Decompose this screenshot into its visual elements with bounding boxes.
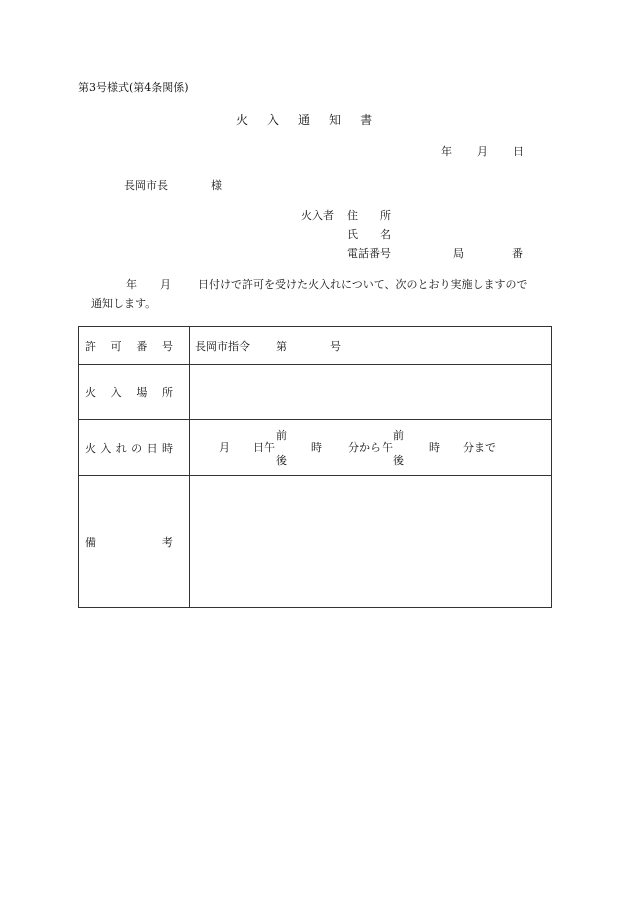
addressee — [124, 180, 222, 191]
body-text-line1 — [126, 279, 528, 290]
remarks-label — [79, 476, 190, 608]
remarks-field[interactable] — [190, 476, 552, 608]
notification-table — [78, 326, 552, 608]
table-row-remarks — [79, 476, 552, 608]
label-char: れ — [115, 441, 127, 455]
dt-min-made: 分まで — [463, 441, 496, 454]
title-char: 通 — [298, 113, 311, 127]
label-char: 火 — [85, 441, 96, 455]
place-label — [79, 365, 190, 420]
label-char: 考 — [162, 535, 173, 549]
dt-day: 日 — [253, 441, 264, 454]
tel-exchange-label: 局 — [453, 247, 464, 260]
body-rest: 日付けで許可を受けた火入れについて、次のとおり実施しますので — [198, 278, 528, 291]
dt-hour: 時 — [311, 441, 322, 454]
label-char: 場 — [136, 386, 148, 399]
date-year: 年 — [441, 145, 452, 158]
dt-go2: 午 — [382, 441, 393, 454]
dt-gozen2: 前 — [393, 429, 404, 442]
permit-go: 号 — [330, 339, 341, 353]
title-char: 知 — [329, 113, 342, 127]
permit-prefix: 長岡市指令 — [195, 339, 250, 353]
addressee-honorific: 様 — [211, 179, 222, 192]
name-label: 氏 名 — [347, 228, 391, 241]
tel-number-label: 番 — [512, 247, 523, 260]
place-field[interactable] — [190, 365, 552, 420]
datetime-label — [79, 420, 190, 476]
label-char: 入 — [100, 441, 112, 455]
label-char: 時 — [161, 441, 173, 455]
permit-number-field[interactable] — [190, 327, 552, 365]
label-char: 入 — [110, 386, 122, 399]
document-title — [236, 114, 372, 126]
title-char: 入 — [267, 113, 280, 127]
form-number: 第3号様式(第4条関係) — [78, 81, 189, 94]
dt-gogo2: 後 — [393, 454, 404, 467]
submission-date — [441, 146, 524, 157]
label-char: 火 — [85, 386, 96, 399]
label-char: 備 — [85, 535, 96, 549]
permit-label — [79, 327, 190, 365]
datetime-field[interactable] — [190, 420, 552, 476]
table-row-datetime — [79, 420, 552, 476]
dt-hour2: 時 — [429, 441, 440, 454]
table-row-place — [79, 365, 552, 420]
dt-gozen: 前 — [276, 429, 287, 442]
label-char: 可 — [110, 339, 122, 353]
label-char: 日 — [146, 441, 158, 455]
date-month: 月 — [477, 145, 488, 158]
label-char: 号 — [161, 339, 173, 353]
date-day: 日 — [513, 145, 524, 158]
address-label: 住 所 — [347, 209, 391, 222]
label-char: 番 — [136, 339, 148, 353]
body-month: 月 — [160, 278, 171, 291]
permit-dai: 第 — [276, 339, 287, 353]
dt-gogo: 後 — [276, 454, 287, 467]
title-char: 書 — [360, 113, 373, 127]
tel-label: 電話番号 — [347, 247, 391, 260]
label-char: 許 — [85, 339, 96, 353]
body-text-line2: 通知します。 — [91, 297, 157, 310]
body-year: 年 — [126, 278, 137, 291]
dt-go1: 午 — [264, 441, 275, 454]
label-char: 所 — [161, 386, 173, 399]
dt-month: 月 — [219, 441, 230, 454]
table-row-permit — [79, 327, 552, 365]
title-char: 火 — [236, 113, 249, 127]
dt-min-kara: 分から — [348, 441, 381, 454]
addressee-name: 長岡市長 — [124, 179, 168, 192]
applicant-role: 火入者 — [301, 209, 334, 222]
label-char: の — [131, 441, 143, 455]
